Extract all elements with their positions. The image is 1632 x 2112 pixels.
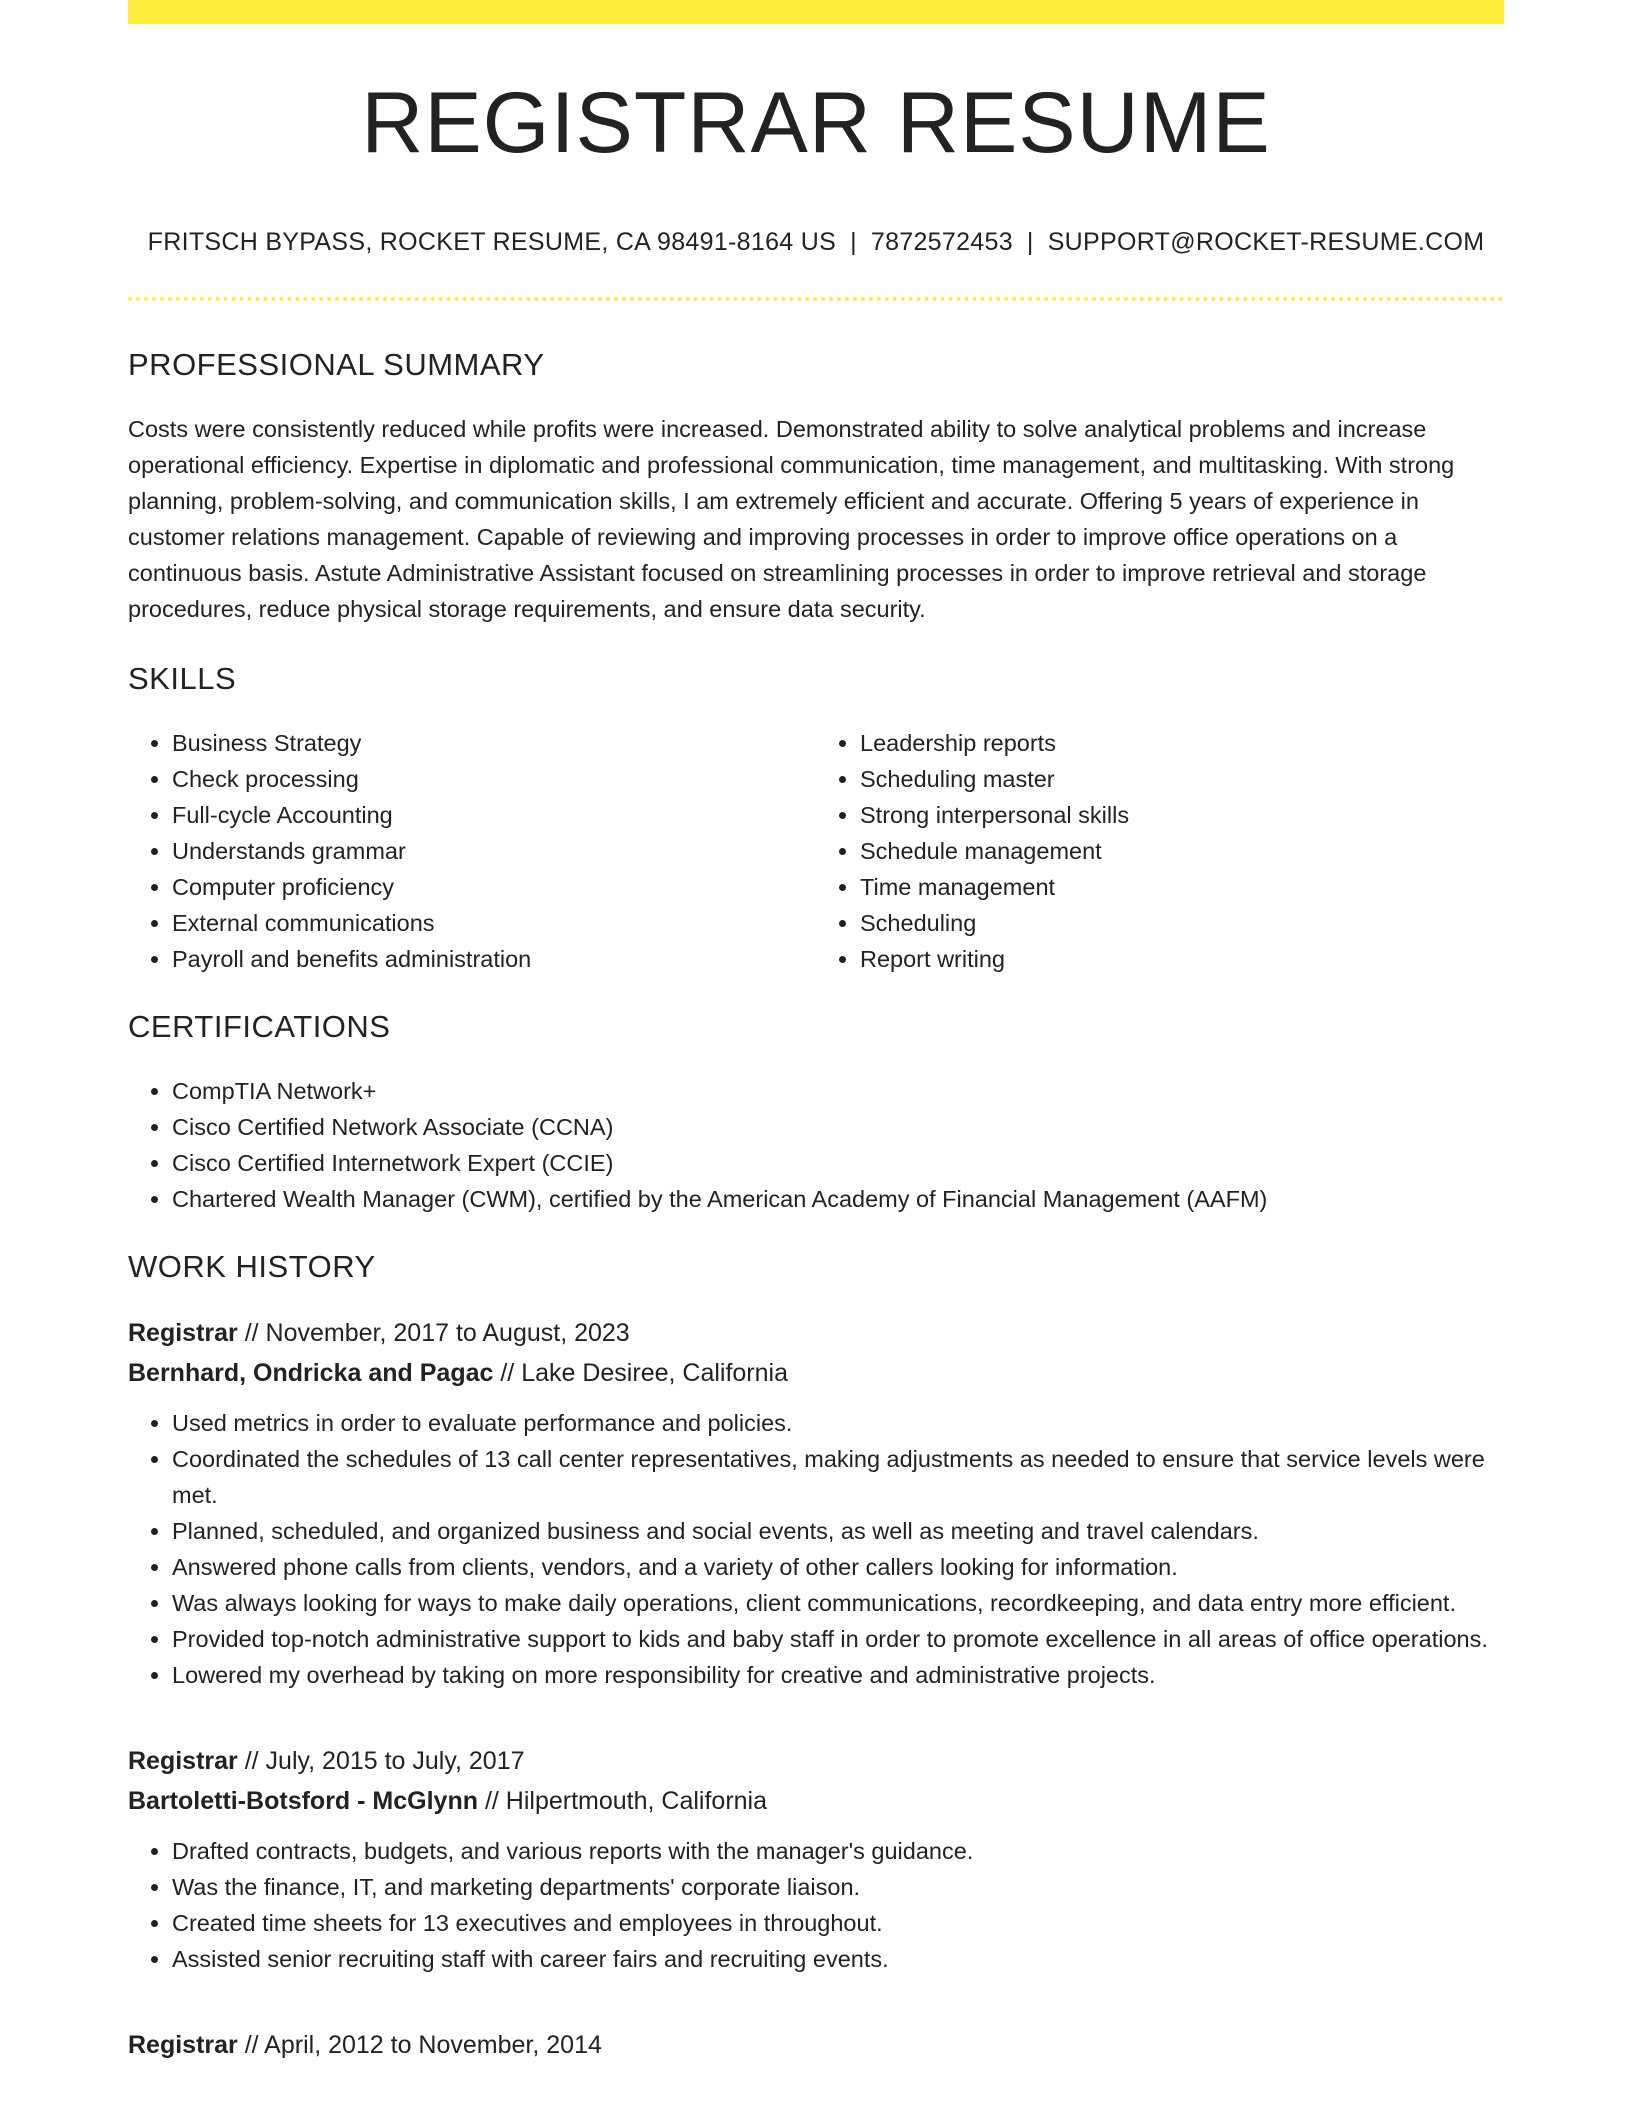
skill-item: • Full-cycle Accounting	[172, 797, 816, 833]
certification-item: • Cisco Certified Internetwork Expert (CCIE)	[172, 1145, 1504, 1181]
job-bullet: • Used metrics in order to evaluate performance and policies.	[172, 1405, 1504, 1441]
job-title-line	[128, 2025, 1504, 2065]
job-company-line	[128, 1353, 1504, 1393]
skill-item: • Computer proficiency	[172, 869, 816, 905]
dotted-divider	[128, 297, 1504, 301]
contact-separator: |	[850, 228, 857, 256]
summary-text: Costs were consistently reduced while profits were increased. Demonstrated ability to solve analytical problems and increase operational efficiency. Expertise in diplomatic and professional communication, time management, and multitasking. With strong planning, problem-solving, and communication skills, I am extremely efficient and accurate. Offering 5 years of experience in customer relations management. Capable of reviewing and improving processes in order to improve office operations on a continuous basis. Astute Administrative Assistant focused on streamlining processes in order to improve retrieval and storage procedures, reduce physical storage requirements, and ensure data security.	[128, 416, 1455, 622]
job-bullet: • Was the finance, IT, and marketing departments' corporate liaison.	[172, 1869, 1504, 1905]
job-bullet: • Lowered my overhead by taking on more responsibility for creative and administrative projects.	[172, 1657, 1504, 1693]
skill-item: • External communications	[172, 905, 816, 941]
contact-line	[128, 228, 1504, 257]
skills-list-right	[816, 725, 1504, 977]
job-bullet: • Answered phone calls from clients, vendors, and a variety of other callers looking for information.	[172, 1549, 1504, 1585]
work-history-heading: WORK HISTORY	[128, 1249, 376, 1284]
job-dates: // April, 2012 to November, 2014	[244, 2031, 602, 2059]
job-role: Registrar	[128, 2031, 238, 2059]
certification-item: • CompTIA Network+	[172, 1073, 1504, 1109]
certification-item: • Chartered Wealth Manager (CWM), certified by the American Academy of Financial Management (AAFM)	[172, 1181, 1504, 1217]
job-entry	[128, 1741, 1504, 1977]
contact-address: FRITSCH BYPASS, ROCKET RESUME, CA 98491-8164 US	[147, 228, 837, 256]
skill-item: • Check processing	[172, 761, 816, 797]
job-bullet: • Drafted contracts, budgets, and various reports with the manager's guidance.	[172, 1833, 1504, 1869]
job-bullet: • Assisted senior recruiting staff with career fairs and recruiting events.	[172, 1941, 1504, 1977]
job-company-line	[128, 1781, 1504, 1821]
job-bullet: • Planned, scheduled, and organized business and social events, as well as meeting and travel calendars.	[172, 1513, 1504, 1549]
skill-item: • Understands grammar	[172, 833, 816, 869]
job-bullet: • Coordinated the schedules of 13 call center representatives, making adjustments as needed to ensure that service levels were met.	[172, 1441, 1504, 1513]
job-bullets	[128, 1405, 1504, 1693]
resume-page	[128, 0, 1504, 2065]
job-bullet: • Was always looking for ways to make daily operations, client communications, recordkeeping, and data entry more efficient.	[172, 1585, 1504, 1621]
skills-grid	[128, 725, 1504, 977]
top-accent-bar	[128, 0, 1504, 24]
job-bullet: • Created time sheets for 13 executives and employees in throughout.	[172, 1905, 1504, 1941]
contact-phone[interactable]: 7872572453	[870, 228, 1013, 256]
skill-item: • Scheduling	[860, 905, 1504, 941]
job-title-line	[128, 1741, 1504, 1781]
skill-item: • Business Strategy	[172, 725, 816, 761]
page-title: REGISTRAR RESUME	[361, 75, 1271, 171]
contact-separator: |	[1026, 228, 1034, 256]
certifications-list	[128, 1073, 1504, 1217]
job-bullets	[128, 1833, 1504, 1977]
job-role: Registrar	[128, 1319, 238, 1347]
job-entry	[128, 1313, 1504, 1693]
certifications-heading: CERTIFICATIONS	[128, 1009, 391, 1044]
job-location: // Lake Desiree, California	[500, 1359, 788, 1387]
skill-item: • Scheduling master	[860, 761, 1504, 797]
skills-heading: SKILLS	[128, 661, 237, 696]
summary-heading: PROFESSIONAL SUMMARY	[128, 347, 545, 382]
job-bullet: • Provided top-notch administrative support to kids and baby staff in order to promote excellence in all areas of office operations.	[172, 1621, 1504, 1657]
skill-item: • Strong interpersonal skills	[860, 797, 1504, 833]
skill-item: • Time management	[860, 869, 1504, 905]
job-dates: // November, 2017 to August, 2023	[244, 1319, 630, 1347]
skills-list-left	[128, 725, 816, 977]
job-role: Registrar	[128, 1747, 238, 1775]
skill-item: • Report writing	[860, 941, 1504, 977]
job-company: Bartoletti-Botsford - McGlynn	[128, 1787, 478, 1815]
job-dates: // July, 2015 to July, 2017	[244, 1747, 525, 1775]
certification-item: • Cisco Certified Network Associate (CCNA)	[172, 1109, 1504, 1145]
job-company: Bernhard, Ondricka and Pagac	[128, 1359, 494, 1387]
skill-item: • Schedule management	[860, 833, 1504, 869]
job-location: // Hilpertmouth, California	[484, 1787, 768, 1815]
skill-item: • Payroll and benefits administration	[172, 941, 816, 977]
skill-item: • Leadership reports	[860, 725, 1504, 761]
job-title-line	[128, 1313, 1504, 1353]
contact-email[interactable]: SUPPORT@ROCKET-RESUME.COM	[1047, 228, 1485, 256]
job-entry	[128, 2025, 1504, 2065]
